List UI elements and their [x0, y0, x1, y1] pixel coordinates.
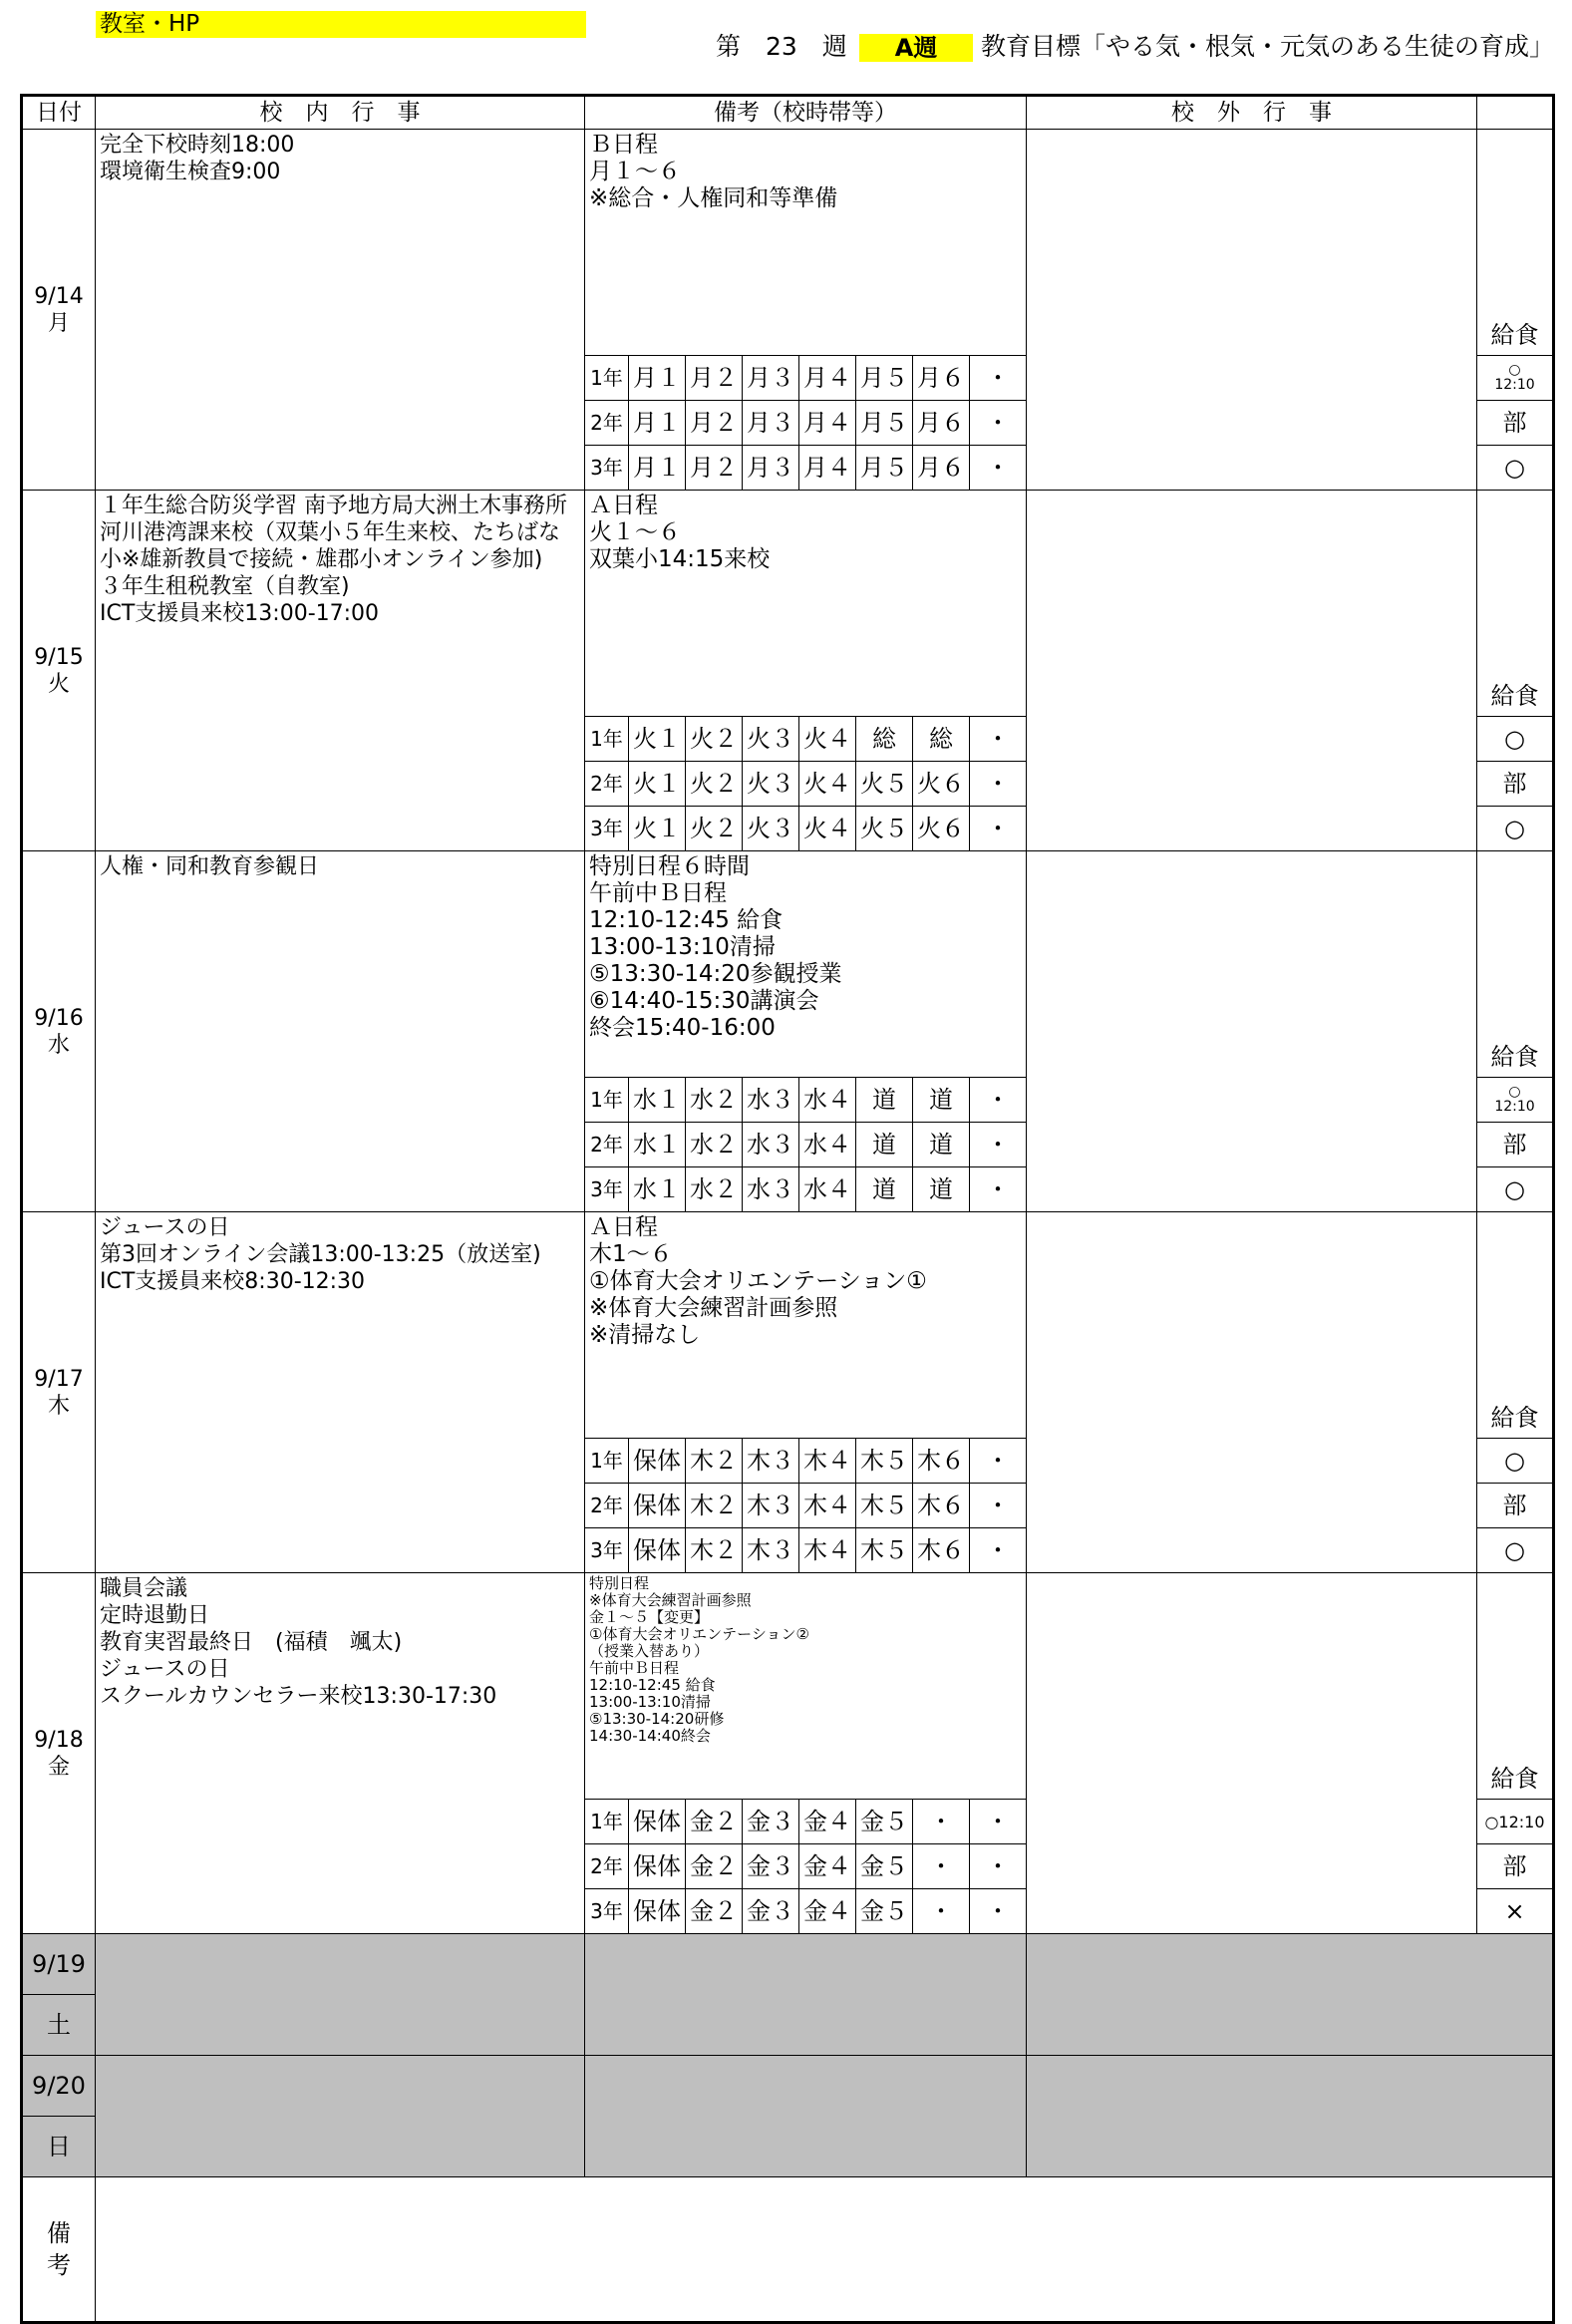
period-cell: 道 — [856, 1078, 913, 1123]
note-line: 13:00-13:10清掃 — [589, 1693, 711, 1711]
period-cell: 木４ — [799, 1484, 856, 1528]
day-date — [22, 1573, 96, 1934]
period-cell: ・ — [970, 1484, 1027, 1528]
external-events — [1027, 491, 1477, 851]
period-cell: 保体 — [629, 1844, 686, 1889]
period-cell: 水２ — [686, 1123, 743, 1167]
note-line: 午前中Ｂ日程 — [589, 1659, 680, 1677]
col-lunch — [1477, 96, 1554, 130]
note-line: 12:10-12:45 給食 — [589, 1676, 716, 1694]
period-cell: 火５ — [856, 762, 913, 807]
weekend-row — [22, 2056, 1554, 2117]
note-line: ⑥14:40-15:30講演会 — [589, 988, 819, 1014]
lunch-mark: 部 — [1477, 401, 1554, 446]
schedule-notes — [585, 130, 1027, 356]
period-cell: 道 — [856, 1167, 913, 1212]
lunch-mark-symbol: ○ — [1508, 362, 1521, 378]
schedule-notes — [585, 1573, 1027, 1800]
period-cell: 水３ — [743, 1167, 799, 1212]
grade-label: 2年 — [585, 401, 629, 446]
period-cell: ・ — [970, 446, 1027, 491]
external-events — [1027, 1212, 1477, 1573]
period-cell: 金２ — [686, 1800, 743, 1844]
internal-events — [96, 491, 585, 851]
internal-events — [96, 1573, 585, 1934]
internal-event: １年生総合防災学習 南予地方局大洲土木事務所河川港湾課来校（双葉小５年生来校、たちばな小※雄新教員で接続・雄郡小オンライン参加) — [100, 494, 567, 572]
grade-label: 1年 — [585, 1439, 629, 1484]
period-cell: 月６ — [913, 401, 970, 446]
period-cell: 木５ — [856, 1484, 913, 1528]
lunch-label: 給食 — [1477, 130, 1554, 356]
period-cell: 金５ — [856, 1800, 913, 1844]
period-cell: 保体 — [629, 1484, 686, 1528]
period-cell: ・ — [970, 401, 1027, 446]
internal-events — [96, 1212, 585, 1573]
lunch-mark-time: 12:10 — [1494, 1099, 1535, 1115]
period-cell: 火３ — [743, 717, 799, 762]
note-line: ①体育大会オリエンテーション② — [589, 1625, 809, 1643]
internal-event: 完全下校時刻18:00 — [100, 133, 295, 158]
period-cell: 火６ — [913, 762, 970, 807]
period-cell: 月６ — [913, 446, 970, 491]
period-cell: 火２ — [686, 807, 743, 851]
period-cell: 水１ — [629, 1123, 686, 1167]
note-line: 木1～６ — [589, 1241, 673, 1267]
education-goal: 教育目標「やる気・根気・元気のある生徒の育成」 — [981, 32, 1555, 61]
grade-label: 3年 — [585, 1528, 629, 1573]
period-cell: ・ — [970, 762, 1027, 807]
period-cell: 保体 — [629, 1800, 686, 1844]
period-cell: ・ — [970, 717, 1027, 762]
period-cell: 火６ — [913, 807, 970, 851]
period-cell: ・ — [913, 1844, 970, 1889]
period-cell: 道 — [913, 1078, 970, 1123]
period-cell: 保体 — [629, 1439, 686, 1484]
period-cell: 木６ — [913, 1439, 970, 1484]
period-cell: 木３ — [743, 1528, 799, 1573]
period-cell: 水２ — [686, 1078, 743, 1123]
remarks-char: 考 — [47, 2251, 71, 2279]
period-cell: 金２ — [686, 1889, 743, 1934]
period-cell: 月３ — [743, 356, 799, 401]
period-cell: 火４ — [799, 762, 856, 807]
period-cell: ・ — [970, 1078, 1027, 1123]
internal-events — [96, 130, 585, 491]
note-line: Ａ日程 — [589, 1214, 658, 1240]
note-line: ⑤13:30-14:20研修 — [589, 1710, 725, 1728]
weekday-text: 金 — [47, 1754, 70, 1780]
period-cell: ・ — [970, 1800, 1027, 1844]
lunch-mark: 部 — [1477, 762, 1554, 807]
period-cell: ・ — [970, 807, 1027, 851]
header-label: 教室・HP — [96, 11, 586, 38]
lunch-mark: ○ — [1477, 1167, 1554, 1212]
lunch-mark — [1477, 356, 1554, 401]
date-text: 9/14 — [34, 283, 84, 309]
schedule-notes — [585, 851, 1027, 1078]
note-line: ※体育大会練習計画参照 — [589, 1591, 752, 1609]
period-cell: 水３ — [743, 1123, 799, 1167]
period-cell: 月６ — [913, 356, 970, 401]
lunch-mark: 部 — [1477, 1844, 1554, 1889]
period-cell: 月１ — [629, 356, 686, 401]
period-cell: 金５ — [856, 1844, 913, 1889]
period-cell: 金５ — [856, 1889, 913, 1934]
note-line: 終会15:40-16:00 — [589, 1015, 776, 1041]
period-cell: 火３ — [743, 807, 799, 851]
weekend-internal — [96, 2056, 585, 2177]
note-line: ⑤13:30-14:20参観授業 — [589, 961, 842, 987]
grade-label: 2年 — [585, 762, 629, 807]
period-cell: 木３ — [743, 1484, 799, 1528]
col-external: 校 外 行 事 — [1027, 96, 1477, 130]
note-line: ※総合・人権同和等準備 — [589, 185, 838, 211]
weekend-row — [22, 1934, 1554, 1995]
week-number: 第 23 週 — [716, 32, 847, 61]
internal-event: ジュースの日 — [100, 1215, 230, 1240]
period-cell: 水４ — [799, 1078, 856, 1123]
internal-event: ICT支援員来校8:30-12:30 — [100, 1269, 366, 1294]
col-internal: 校 内 行 事 — [96, 96, 585, 130]
period-cell: 月２ — [686, 446, 743, 491]
internal-event: ３年生租税教室（自教室) — [100, 574, 350, 599]
grade-label: 2年 — [585, 1844, 629, 1889]
grade-label: 3年 — [585, 1889, 629, 1934]
day-row — [22, 1573, 1554, 1800]
period-cell: 月３ — [743, 446, 799, 491]
period-cell: 金３ — [743, 1800, 799, 1844]
grade-label: 3年 — [585, 446, 629, 491]
lunch-mark-symbol: ○ — [1508, 1084, 1521, 1100]
lunch-label: 給食 — [1477, 491, 1554, 717]
period-cell: 火１ — [629, 807, 686, 851]
note-line: 特別日程 — [589, 1574, 650, 1592]
internal-event: 定時退勤日 — [100, 1603, 210, 1628]
period-cell: 木６ — [913, 1484, 970, 1528]
lunch-mark: ○12:10 — [1477, 1800, 1554, 1844]
col-notes: 備考（校時帯等） — [585, 96, 1027, 130]
note-line: 月１～６ — [589, 159, 681, 184]
lunch-label: 給食 — [1477, 1212, 1554, 1439]
period-cell: 金２ — [686, 1844, 743, 1889]
note-line: 火１～６ — [589, 519, 681, 545]
grade-label: 1年 — [585, 717, 629, 762]
period-cell: 月４ — [799, 446, 856, 491]
period-cell: 月５ — [856, 356, 913, 401]
period-cell: 道 — [913, 1123, 970, 1167]
period-cell: 火５ — [856, 807, 913, 851]
weekend-notes — [585, 1934, 1027, 2056]
period-cell: 月５ — [856, 446, 913, 491]
period-cell: 木５ — [856, 1439, 913, 1484]
grade-label: 1年 — [585, 1800, 629, 1844]
grade-label: 3年 — [585, 1167, 629, 1212]
remarks-content — [96, 2177, 1554, 2323]
col-date: 日付 — [22, 96, 96, 130]
date-text: 9/18 — [34, 1727, 84, 1753]
note-line: 金１～５【変更】 — [589, 1608, 710, 1626]
weekday-text: 火 — [47, 671, 70, 697]
lunch-mark: × — [1477, 1889, 1554, 1934]
weekend-external — [1027, 1934, 1554, 2056]
weekday-text: 木 — [47, 1393, 70, 1419]
external-events — [1027, 851, 1477, 1212]
lunch-mark — [1477, 1078, 1554, 1123]
note-line: ※体育大会練習計画参照 — [589, 1295, 838, 1321]
lunch-mark: ○ — [1477, 1528, 1554, 1573]
weekday-text: 月 — [47, 310, 70, 336]
note-line: 12:10-12:45 給食 — [589, 907, 784, 933]
period-cell: 金４ — [799, 1889, 856, 1934]
period-cell: 木２ — [686, 1439, 743, 1484]
external-events — [1027, 1573, 1477, 1934]
remarks-char: 備 — [47, 2219, 71, 2247]
internal-event: 教育実習最終日 (福積 颯太) — [100, 1630, 403, 1655]
period-cell: 火２ — [686, 762, 743, 807]
grade-label: 2年 — [585, 1484, 629, 1528]
schedule-notes — [585, 491, 1027, 717]
schedule-notes — [585, 1212, 1027, 1439]
period-cell: 月５ — [856, 401, 913, 446]
day-row — [22, 491, 1554, 717]
period-cell: 木２ — [686, 1484, 743, 1528]
lunch-mark: ○ — [1477, 807, 1554, 851]
period-cell: 月３ — [743, 401, 799, 446]
lunch-label: 給食 — [1477, 1573, 1554, 1800]
grade-label: 1年 — [585, 1078, 629, 1123]
period-cell: ・ — [970, 1528, 1027, 1573]
period-cell: 木２ — [686, 1528, 743, 1573]
internal-event: ジュースの日 — [100, 1657, 230, 1682]
note-line: 13:00-13:10清掃 — [589, 934, 776, 960]
internal-event: ICT支援員来校13:00-17:00 — [100, 601, 380, 626]
period-cell: 火１ — [629, 717, 686, 762]
period-cell: 金４ — [799, 1844, 856, 1889]
period-cell: 水１ — [629, 1078, 686, 1123]
weekday-text: 水 — [47, 1032, 70, 1058]
weekend-dow: 土 — [22, 1995, 96, 2056]
internal-event: 環境衛生検査9:00 — [100, 160, 281, 184]
period-cell: 火４ — [799, 807, 856, 851]
date-text: 9/15 — [34, 644, 84, 670]
period-cell: ・ — [970, 1439, 1027, 1484]
header-row — [22, 96, 1554, 130]
period-cell: 保体 — [629, 1528, 686, 1573]
date-text: 9/16 — [34, 1005, 84, 1031]
note-line: （授業入替あり） — [589, 1642, 710, 1660]
period-cell: 月４ — [799, 401, 856, 446]
period-cell: 水１ — [629, 1167, 686, 1212]
weekend-external — [1027, 2056, 1554, 2177]
period-cell: 保体 — [629, 1889, 686, 1934]
period-cell: 水２ — [686, 1167, 743, 1212]
day-row — [22, 130, 1554, 356]
period-cell: ・ — [970, 1167, 1027, 1212]
period-cell: 金３ — [743, 1889, 799, 1934]
period-cell: 金３ — [743, 1844, 799, 1889]
weekend-notes — [585, 2056, 1027, 2177]
weekend-dow: 日 — [22, 2117, 96, 2177]
note-line: Ａ日程 — [589, 493, 658, 518]
period-cell: 木３ — [743, 1439, 799, 1484]
external-events — [1027, 130, 1477, 491]
period-cell: 火４ — [799, 717, 856, 762]
lunch-mark-time: 12:10 — [1494, 377, 1535, 393]
remarks-label — [22, 2177, 96, 2323]
period-cell: 総 — [913, 717, 970, 762]
weekly-schedule-table — [20, 94, 1555, 2324]
note-line: ①体育大会オリエンテーション① — [589, 1268, 927, 1294]
period-cell: 金４ — [799, 1800, 856, 1844]
note-line: 午前中Ｂ日程 — [589, 880, 727, 906]
period-cell: 水４ — [799, 1123, 856, 1167]
note-line: 双葉小14:15来校 — [589, 546, 771, 572]
period-cell: 月１ — [629, 401, 686, 446]
lunch-mark: ○ — [1477, 717, 1554, 762]
period-cell: 木５ — [856, 1528, 913, 1573]
internal-event: 職員会議 — [100, 1576, 188, 1601]
period-cell: ・ — [970, 1889, 1027, 1934]
weekend-internal — [96, 1934, 585, 2056]
period-cell: 木６ — [913, 1528, 970, 1573]
remarks-row — [22, 2177, 1554, 2323]
day-date — [22, 130, 96, 491]
period-cell: 月２ — [686, 356, 743, 401]
day-row — [22, 1212, 1554, 1439]
period-cell: 火１ — [629, 762, 686, 807]
internal-events — [96, 851, 585, 1212]
lunch-mark: 部 — [1477, 1484, 1554, 1528]
note-line: ※清掃なし — [589, 1322, 701, 1348]
a-week-badge: A週 — [859, 34, 973, 62]
period-cell: 道 — [913, 1167, 970, 1212]
period-cell: 月１ — [629, 446, 686, 491]
day-row — [22, 851, 1554, 1078]
grade-label: 2年 — [585, 1123, 629, 1167]
note-line: 14:30-14:40終会 — [589, 1727, 711, 1745]
period-cell: 火２ — [686, 717, 743, 762]
weekend-date: 9/20 — [22, 2056, 96, 2117]
lunch-mark: ○ — [1477, 1439, 1554, 1484]
day-date — [22, 851, 96, 1212]
period-cell: 木４ — [799, 1439, 856, 1484]
period-cell: 総 — [856, 717, 913, 762]
day-date — [22, 1212, 96, 1573]
period-cell: 道 — [856, 1123, 913, 1167]
period-cell: 月２ — [686, 401, 743, 446]
date-text: 9/17 — [34, 1366, 84, 1392]
weekend-date: 9/19 — [22, 1934, 96, 1995]
lunch-mark: ○ — [1477, 446, 1554, 491]
internal-event: 人権・同和教育参観日 — [100, 854, 320, 879]
period-cell: ・ — [970, 1123, 1027, 1167]
internal-event: スクールカウンセラー来校13:30-17:30 — [100, 1684, 497, 1709]
period-cell: ・ — [913, 1889, 970, 1934]
period-cell: 水３ — [743, 1078, 799, 1123]
period-cell: ・ — [913, 1800, 970, 1844]
note-line: 特別日程６時間 — [589, 853, 750, 879]
period-cell: 月４ — [799, 356, 856, 401]
day-date — [22, 491, 96, 851]
grade-label: 1年 — [585, 356, 629, 401]
lunch-label: 給食 — [1477, 851, 1554, 1078]
note-line: Ｂ日程 — [589, 132, 658, 158]
internal-event: 第3回オンライン会議13:00-13:25（放送室) — [100, 1242, 541, 1267]
period-cell: ・ — [970, 356, 1027, 401]
period-cell: 木４ — [799, 1528, 856, 1573]
period-cell: 火３ — [743, 762, 799, 807]
lunch-mark: 部 — [1477, 1123, 1554, 1167]
period-cell: ・ — [970, 1844, 1027, 1889]
grade-label: 3年 — [585, 807, 629, 851]
period-cell: 水４ — [799, 1167, 856, 1212]
